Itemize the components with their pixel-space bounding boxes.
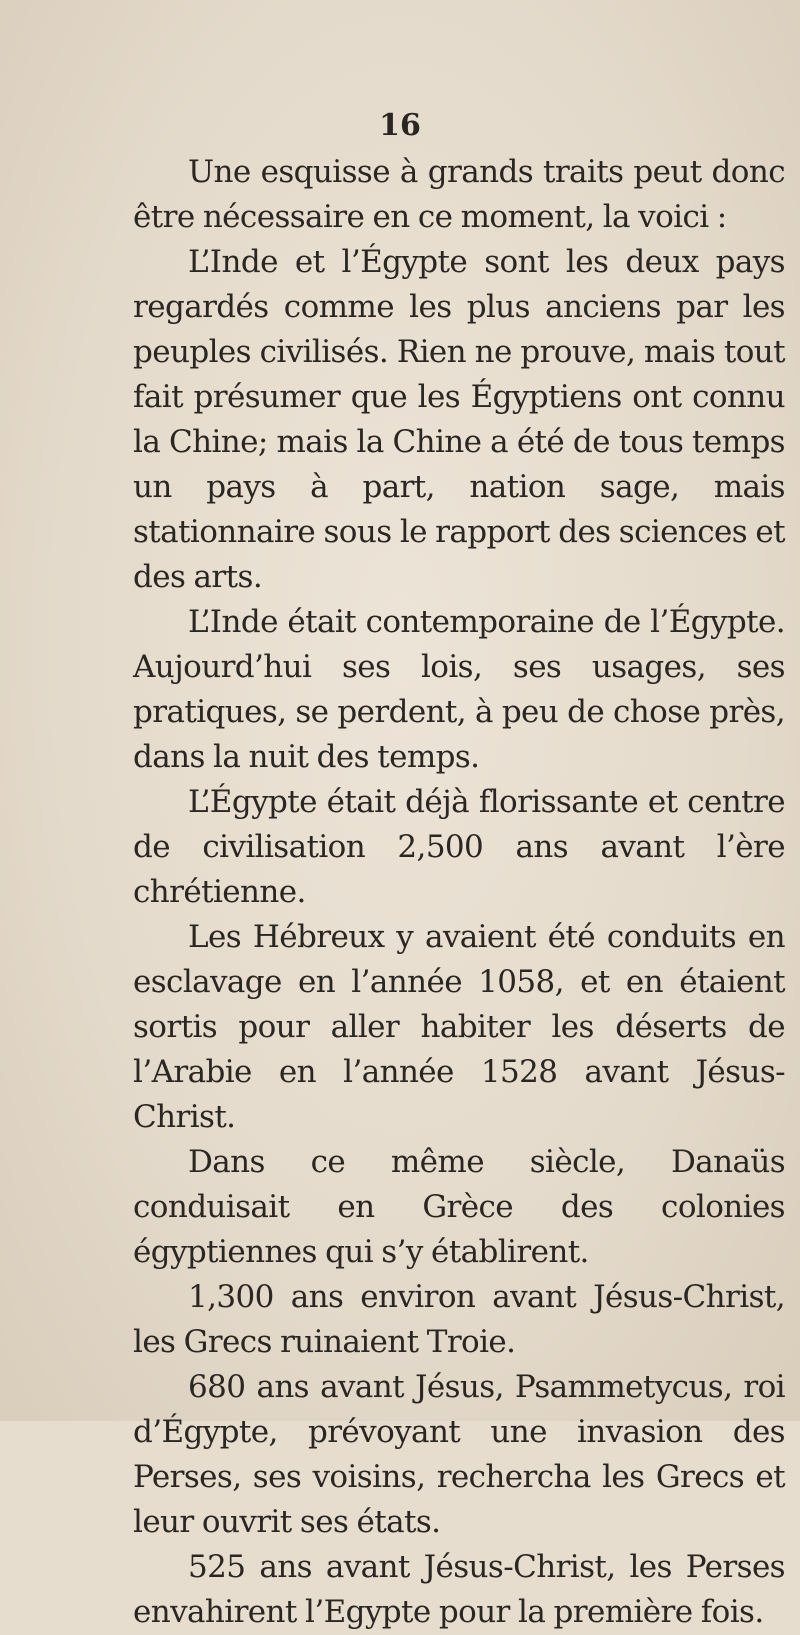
paragraph: Dans ce même siècle, Danaüs conduisait en Grèce des colonies égyptiennes qui s’y établirent. (133, 1144, 785, 1270)
page-text (133, 150, 785, 1635)
paragraph: L’Inde et l’Égypte sont les deux pays regardés comme les plus anciens par les peuples civilisés. Rien ne prouve, mais tout fait présumer que les Égyptiens ont connu la Chine; mais la Chine a été de tous temps un pays à part, nation sage, mais stationnaire sous le rapport des sciences et des arts. (133, 244, 785, 595)
paragraph: 525 ans avant Jésus-Christ, les Perses envahirent l’Egypte pour la première fois. (133, 1549, 785, 1630)
paragraph: L’Égypte était déjà florissante et centre de civilisation 2,500 ans avant l’ère chrétienne. (133, 784, 785, 910)
paragraph: Une esquisse à grands traits peut donc être nécessaire en ce moment, la voici : (133, 154, 785, 235)
paragraph: L’Inde était contemporaine de l’Égypte. Aujourd’hui ses lois, ses usages, ses pratiques, se perdent, à peu de chose près, dans la nuit des temps. (133, 604, 785, 775)
paragraph: 1,300 ans environ avant Jésus-Christ, les Grecs ruinaient Troie. (133, 1279, 785, 1360)
paragraph: Les Hébreux y avaient été conduits en esclavage en l’année 1058, et en étaient sortis pour aller habiter les déserts de l’Arabie en l’année 1528 avant Jésus-Christ. (133, 919, 785, 1135)
page-number: 16 (379, 108, 421, 143)
paragraph: 680 ans avant Jésus, Psammetycus, roi d’Égypte, prévoyant une invasion des Perses, ses voisins, rechercha les Grecs et leur ouvrit ses états. (133, 1369, 785, 1540)
